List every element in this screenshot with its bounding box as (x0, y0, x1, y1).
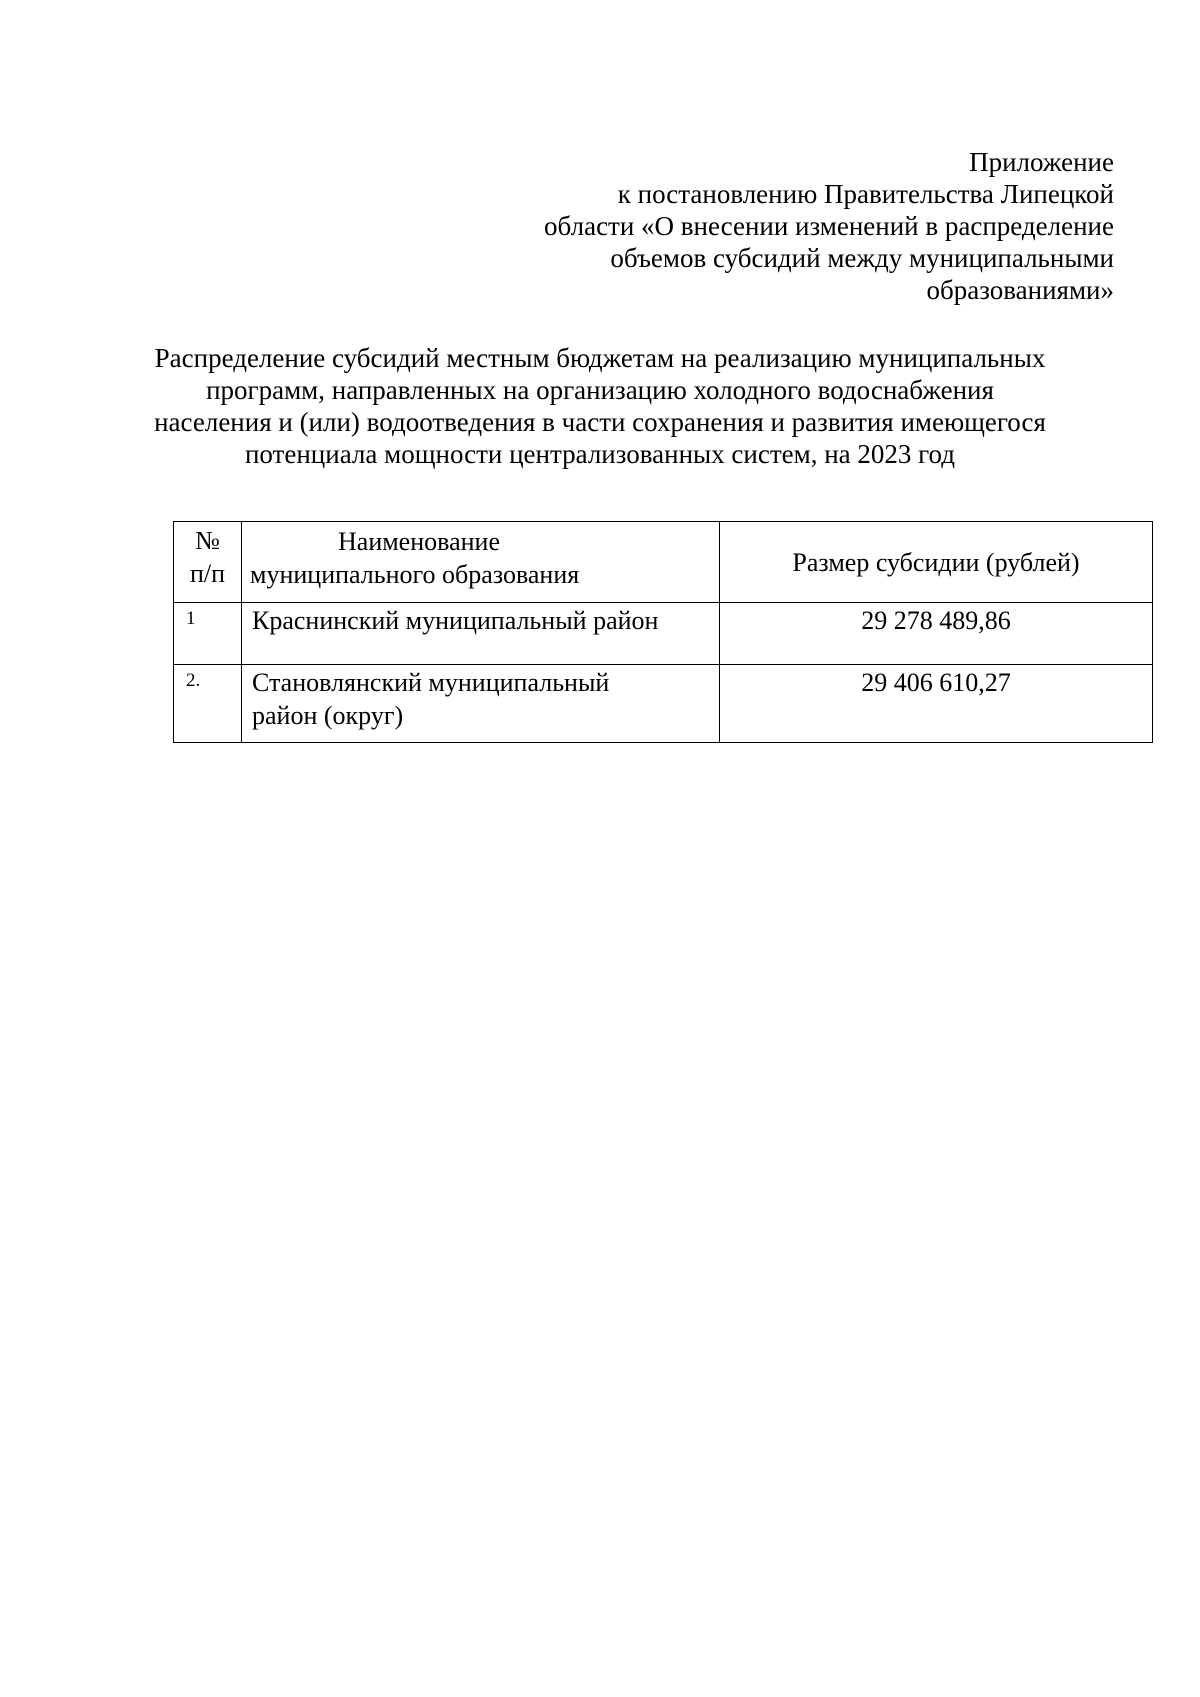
subsidy-table (173, 521, 1153, 743)
row-number: 2. (174, 665, 242, 743)
title-line: потенциала мощности централизованных систем, на 2023 год (244, 439, 956, 469)
document-title (150, 342, 1050, 470)
row-number: 1 (174, 603, 242, 665)
header-name (242, 522, 720, 603)
row-name (242, 665, 720, 743)
title-line: программ, направленных на организацию холодного водоснабжения (206, 375, 994, 405)
header-name-line1: Наименование (338, 527, 500, 556)
header-number-symbol: № (195, 526, 220, 555)
annex-line: объемов субсидий между муниципальными (610, 243, 1114, 273)
header-name-line2: муниципального образования (250, 560, 580, 589)
row-amount: 29 278 489,86 (720, 603, 1153, 665)
annex-header (474, 146, 1114, 306)
row-name: Краснинский муниципальный район (242, 603, 720, 665)
header-number-abbrev: п/п (189, 559, 226, 588)
title-line: Распределение субсидий местным бюджетам на реализацию муниципальных (154, 343, 1046, 373)
header-number (174, 522, 242, 603)
annex-line: к постановлению Правительства Липецкой (617, 179, 1114, 209)
annex-line: области «О внесении изменений в распределение (544, 211, 1114, 241)
row-amount: 29 406 610,27 (720, 665, 1153, 743)
header-amount: Размер субсидии (рублей) (720, 522, 1153, 603)
annex-line: образованиями» (926, 275, 1114, 305)
annex-line: Приложение (969, 147, 1114, 177)
table-row (174, 603, 1153, 665)
table-row (174, 665, 1153, 743)
title-line: населения и (или) водоотведения в части сохранения и развития имеющегося (154, 407, 1046, 437)
row-name-line1 (252, 666, 709, 699)
row-name-line2: район (округ) (252, 701, 404, 730)
table-header-row (174, 522, 1153, 603)
row-name-word: Становлянский (252, 668, 422, 697)
row-name-word: муниципальный (428, 668, 610, 697)
